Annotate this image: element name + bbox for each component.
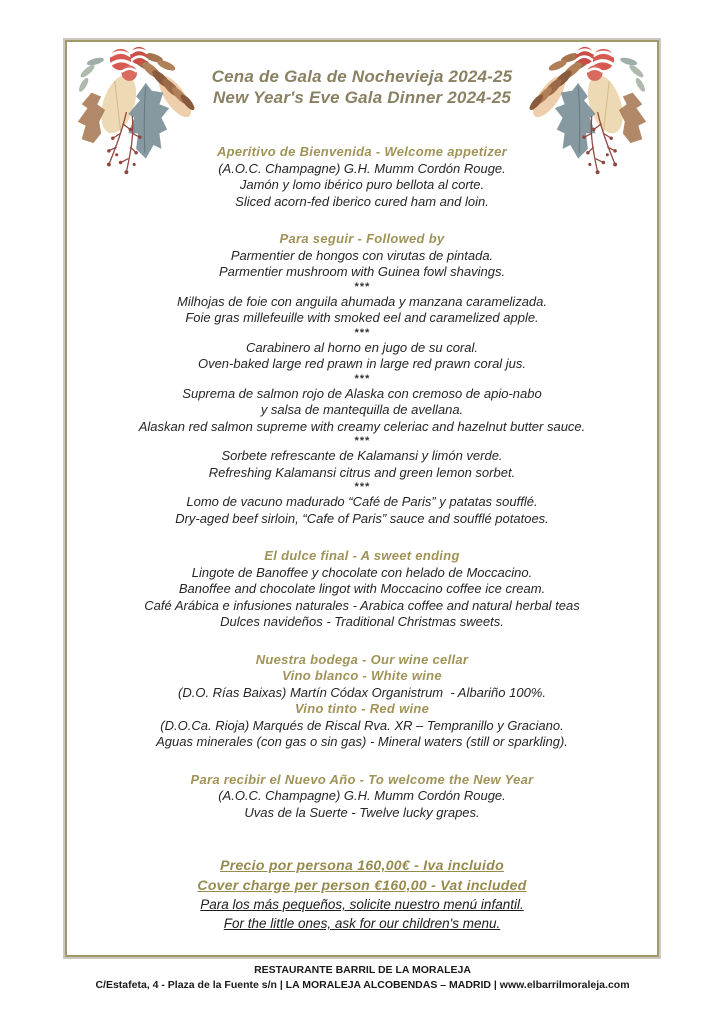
menu-line: Parmentier mushroom with Guinea fowl shavings. (218, 264, 506, 279)
menu-line: Milhojas de foie con anguila ahumada y manzana caramelizada. (177, 293, 547, 309)
menu-line: Alaskan red salmon supreme with creamy celeriac and hazelnut butter sauce. (138, 418, 586, 434)
menu-line: Foie gras millefeuille with smoked eel and caramelized apple. (185, 310, 539, 325)
menu-section-sweet-ending (67, 548, 657, 631)
menu-line: Cover charge per person €160,00 - Vat included (197, 877, 527, 893)
menu-section-pricing (67, 855, 657, 933)
section-header: Vino blanco - White wine (282, 668, 442, 683)
menu-section-wine-cellar (67, 652, 657, 751)
section-header: Aperitivo de Bienvenida - Welcome appetizer (216, 144, 508, 159)
course-separator: *** (354, 481, 370, 493)
menu-border-frame (65, 40, 659, 957)
course-separator: *** (354, 326, 370, 339)
menu-line: (A.O.C. Champagne) G.H. Mumm Cordón Rouge. (218, 160, 506, 176)
course-separator: *** (354, 280, 370, 293)
menu-line: Precio por persona 160,00€ - Iva incluido (220, 857, 504, 873)
course-separator: *** (354, 435, 370, 447)
menu-line: Sorbete refrescante de Kalamansi y limón verde. (221, 448, 503, 463)
course-separator: *** (354, 372, 370, 385)
page-title-english: New Year's Eve Gala Dinner 2024-25 (212, 88, 512, 107)
menu-line: Uvas de la Suerte - Twelve lucky grapes. (244, 804, 480, 820)
menu-section-welcome-appetizer (67, 144, 657, 210)
menu-section-new-year-welcome (67, 772, 657, 822)
menu-line: Café Arábica e infusiones naturales - Arabica coffee and natural herbal teas (144, 597, 580, 613)
menu-body (67, 144, 657, 933)
menu-line: Banoffee and chocolate lingot with Moccacino coffee ice cream. (178, 581, 546, 596)
menu-line: Carabinero al horno en jugo de su coral. (246, 339, 478, 355)
menu-section-followed-by (67, 231, 657, 527)
menu-line: For the little ones, ask for our children's menu. (223, 916, 501, 931)
menu-line: Sliced acorn-fed iberico cured ham and loin. (235, 193, 489, 209)
menu-line: Jamón y lomo ibérico puro bellota al corte. (239, 177, 485, 192)
menu-line: (D.O.Ca. Rioja) Marqués de Riscal Rva. XR – Tempranillo y Graciano. (160, 717, 564, 733)
section-header: Nuestra bodega - Our wine cellar (255, 651, 469, 667)
restaurant-name: RESTAURANTE BARRIL DE LA MORALEJA (254, 964, 471, 976)
section-header: El dulce final - A sweet ending (264, 548, 460, 563)
menu-line: Aguas minerales (con gas o sin gas) - Mineral waters (still or sparkling). (156, 734, 568, 749)
menu-line: Dry-aged beef sirloin, “Cafe of Paris” sauce and soufflé potatoes. (175, 510, 549, 526)
restaurant-footer (0, 963, 725, 993)
menu-line: (A.O.C. Champagne) G.H. Mumm Cordón Rouge. (218, 788, 506, 803)
menu-line: Oven-baked large red prawn in large red prawn coral jus. (197, 356, 527, 371)
menu-line: Para los más pequeños, solicite nuestro menú infantil. (200, 897, 524, 912)
menu-line: Lingote de Banoffee y chocolate con helado de Moccacino. (191, 564, 533, 580)
menu-line: Dulces navideños - Traditional Christmas sweets. (220, 614, 504, 629)
menu-line: Lomo de vacuno madurado “Café de Paris” y patatas soufflé. (186, 494, 538, 509)
restaurant-address: C/Estafeta, 4 - Plaza de la Fuente s/n | LA MORALEJA ALCOBENDAS – MADRID | www.elbarrilmoraleja.com (95, 979, 630, 991)
section-header: Vino tinto - Red wine (294, 701, 430, 716)
menu-line: Parmentier de hongos con virutas de pintada. (230, 247, 494, 263)
menu-line: y salsa de mantequilla de avellana. (260, 402, 464, 417)
menu-line: (D.O. Rías Baixas) Martín Códax Organistrum - Albariño 100%. (178, 684, 546, 700)
menu-line: Suprema de salmon rojo de Alaska con cremoso de apio-nabo (182, 385, 542, 401)
menu-line: Refreshing Kalamansi citrus and green lemon sorbet. (208, 464, 516, 480)
section-header: Para recibir el Nuevo Año - To welcome the New Year (190, 771, 534, 787)
section-header: Para seguir - Followed by (279, 231, 445, 246)
page-title (67, 66, 657, 108)
page-title-spanish: Cena de Gala de Nochevieja 2024-25 (211, 67, 513, 86)
